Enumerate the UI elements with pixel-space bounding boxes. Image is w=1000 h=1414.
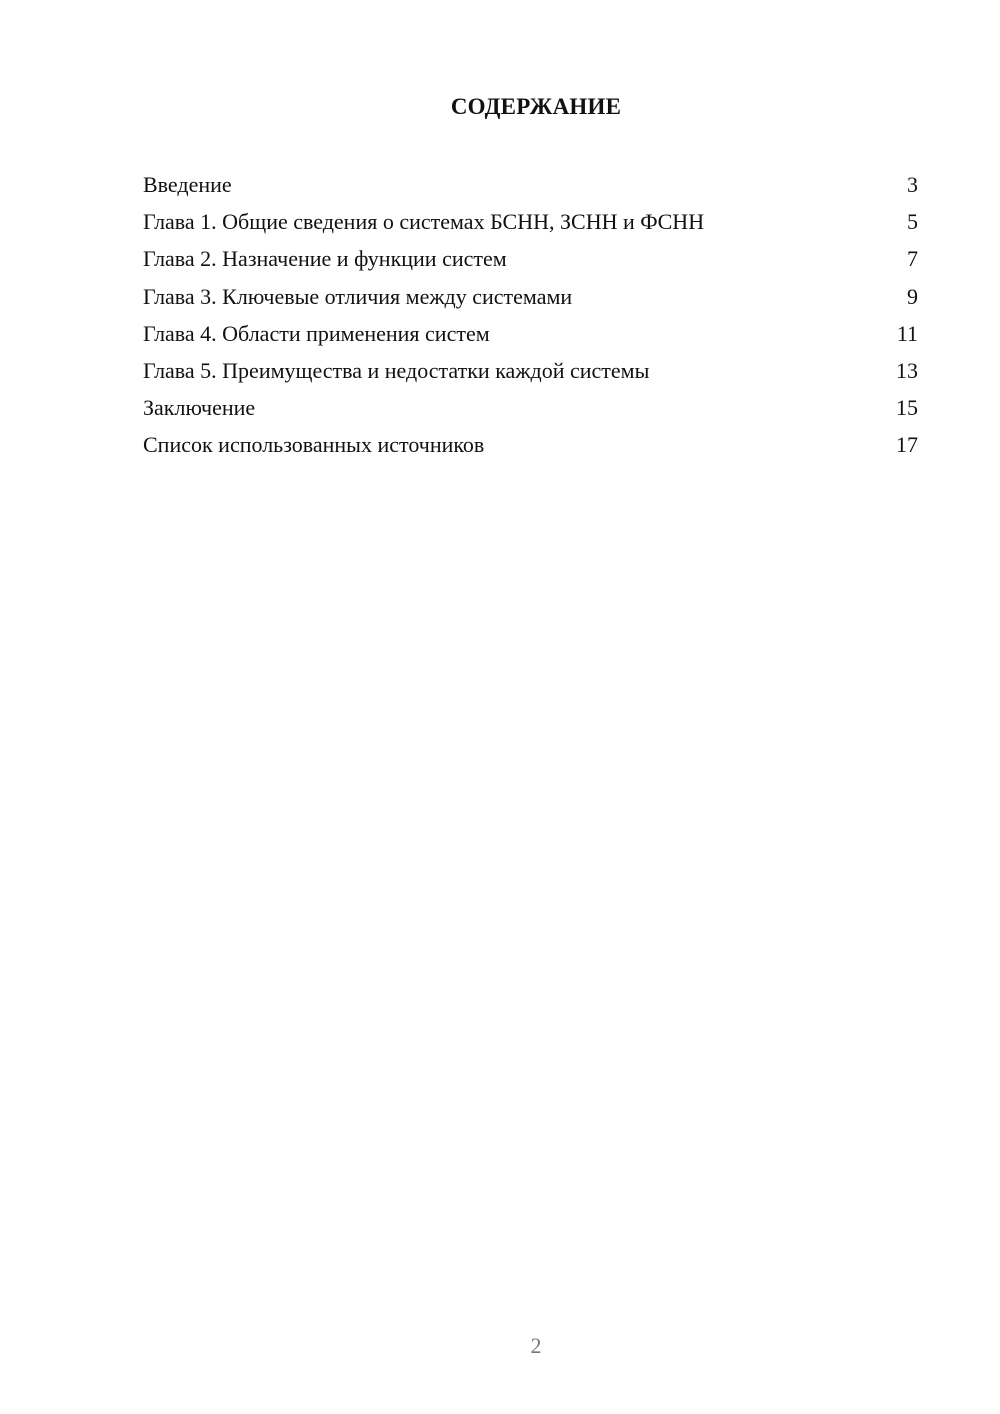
toc-entry-page: 3	[907, 172, 918, 197]
toc-entry-page: 9	[907, 283, 918, 309]
toc-entry-chapter-2	[143, 240, 918, 277]
toc-title: СОДЕРЖАНИЕ	[450, 94, 622, 119]
toc-entry-label: Глава 2. Назначение и функции систем	[143, 246, 507, 272]
toc-entry-references	[143, 426, 918, 463]
toc-entry-page: 13	[896, 357, 918, 383]
toc-entry-chapter-3	[143, 278, 918, 315]
toc-entry-label: Список использованных источников	[143, 432, 485, 458]
toc-entry-chapter-1	[143, 203, 918, 240]
toc-entry-page: 11	[896, 320, 918, 346]
page-number: 2	[530, 1333, 542, 1358]
toc-entry-page: 17	[896, 432, 918, 458]
toc-entry-page: 15	[896, 395, 918, 421]
toc-entry-label: Глава 5. Преимущества и недостатки каждой системы	[143, 357, 650, 383]
toc-entry-introduction	[143, 166, 918, 203]
toc-entry-label: Глава 4. Области применения систем	[143, 320, 490, 346]
toc-entry-label: Глава 3. Ключевые отличия между системами	[143, 283, 573, 309]
table-of-contents	[143, 166, 918, 464]
toc-entry-chapter-4	[143, 315, 918, 352]
toc-entry-label: Заключение	[143, 395, 256, 421]
toc-entry-label: Введение	[143, 172, 232, 197]
toc-entry-page: 7	[907, 246, 918, 272]
toc-entry-conclusion	[143, 389, 918, 426]
toc-entry-label: Глава 1. Общие сведения о системах БСНН, ЗСНН и ФСНН	[143, 209, 705, 235]
toc-entry-chapter-5	[143, 352, 918, 389]
toc-entry-page: 5	[907, 209, 918, 235]
